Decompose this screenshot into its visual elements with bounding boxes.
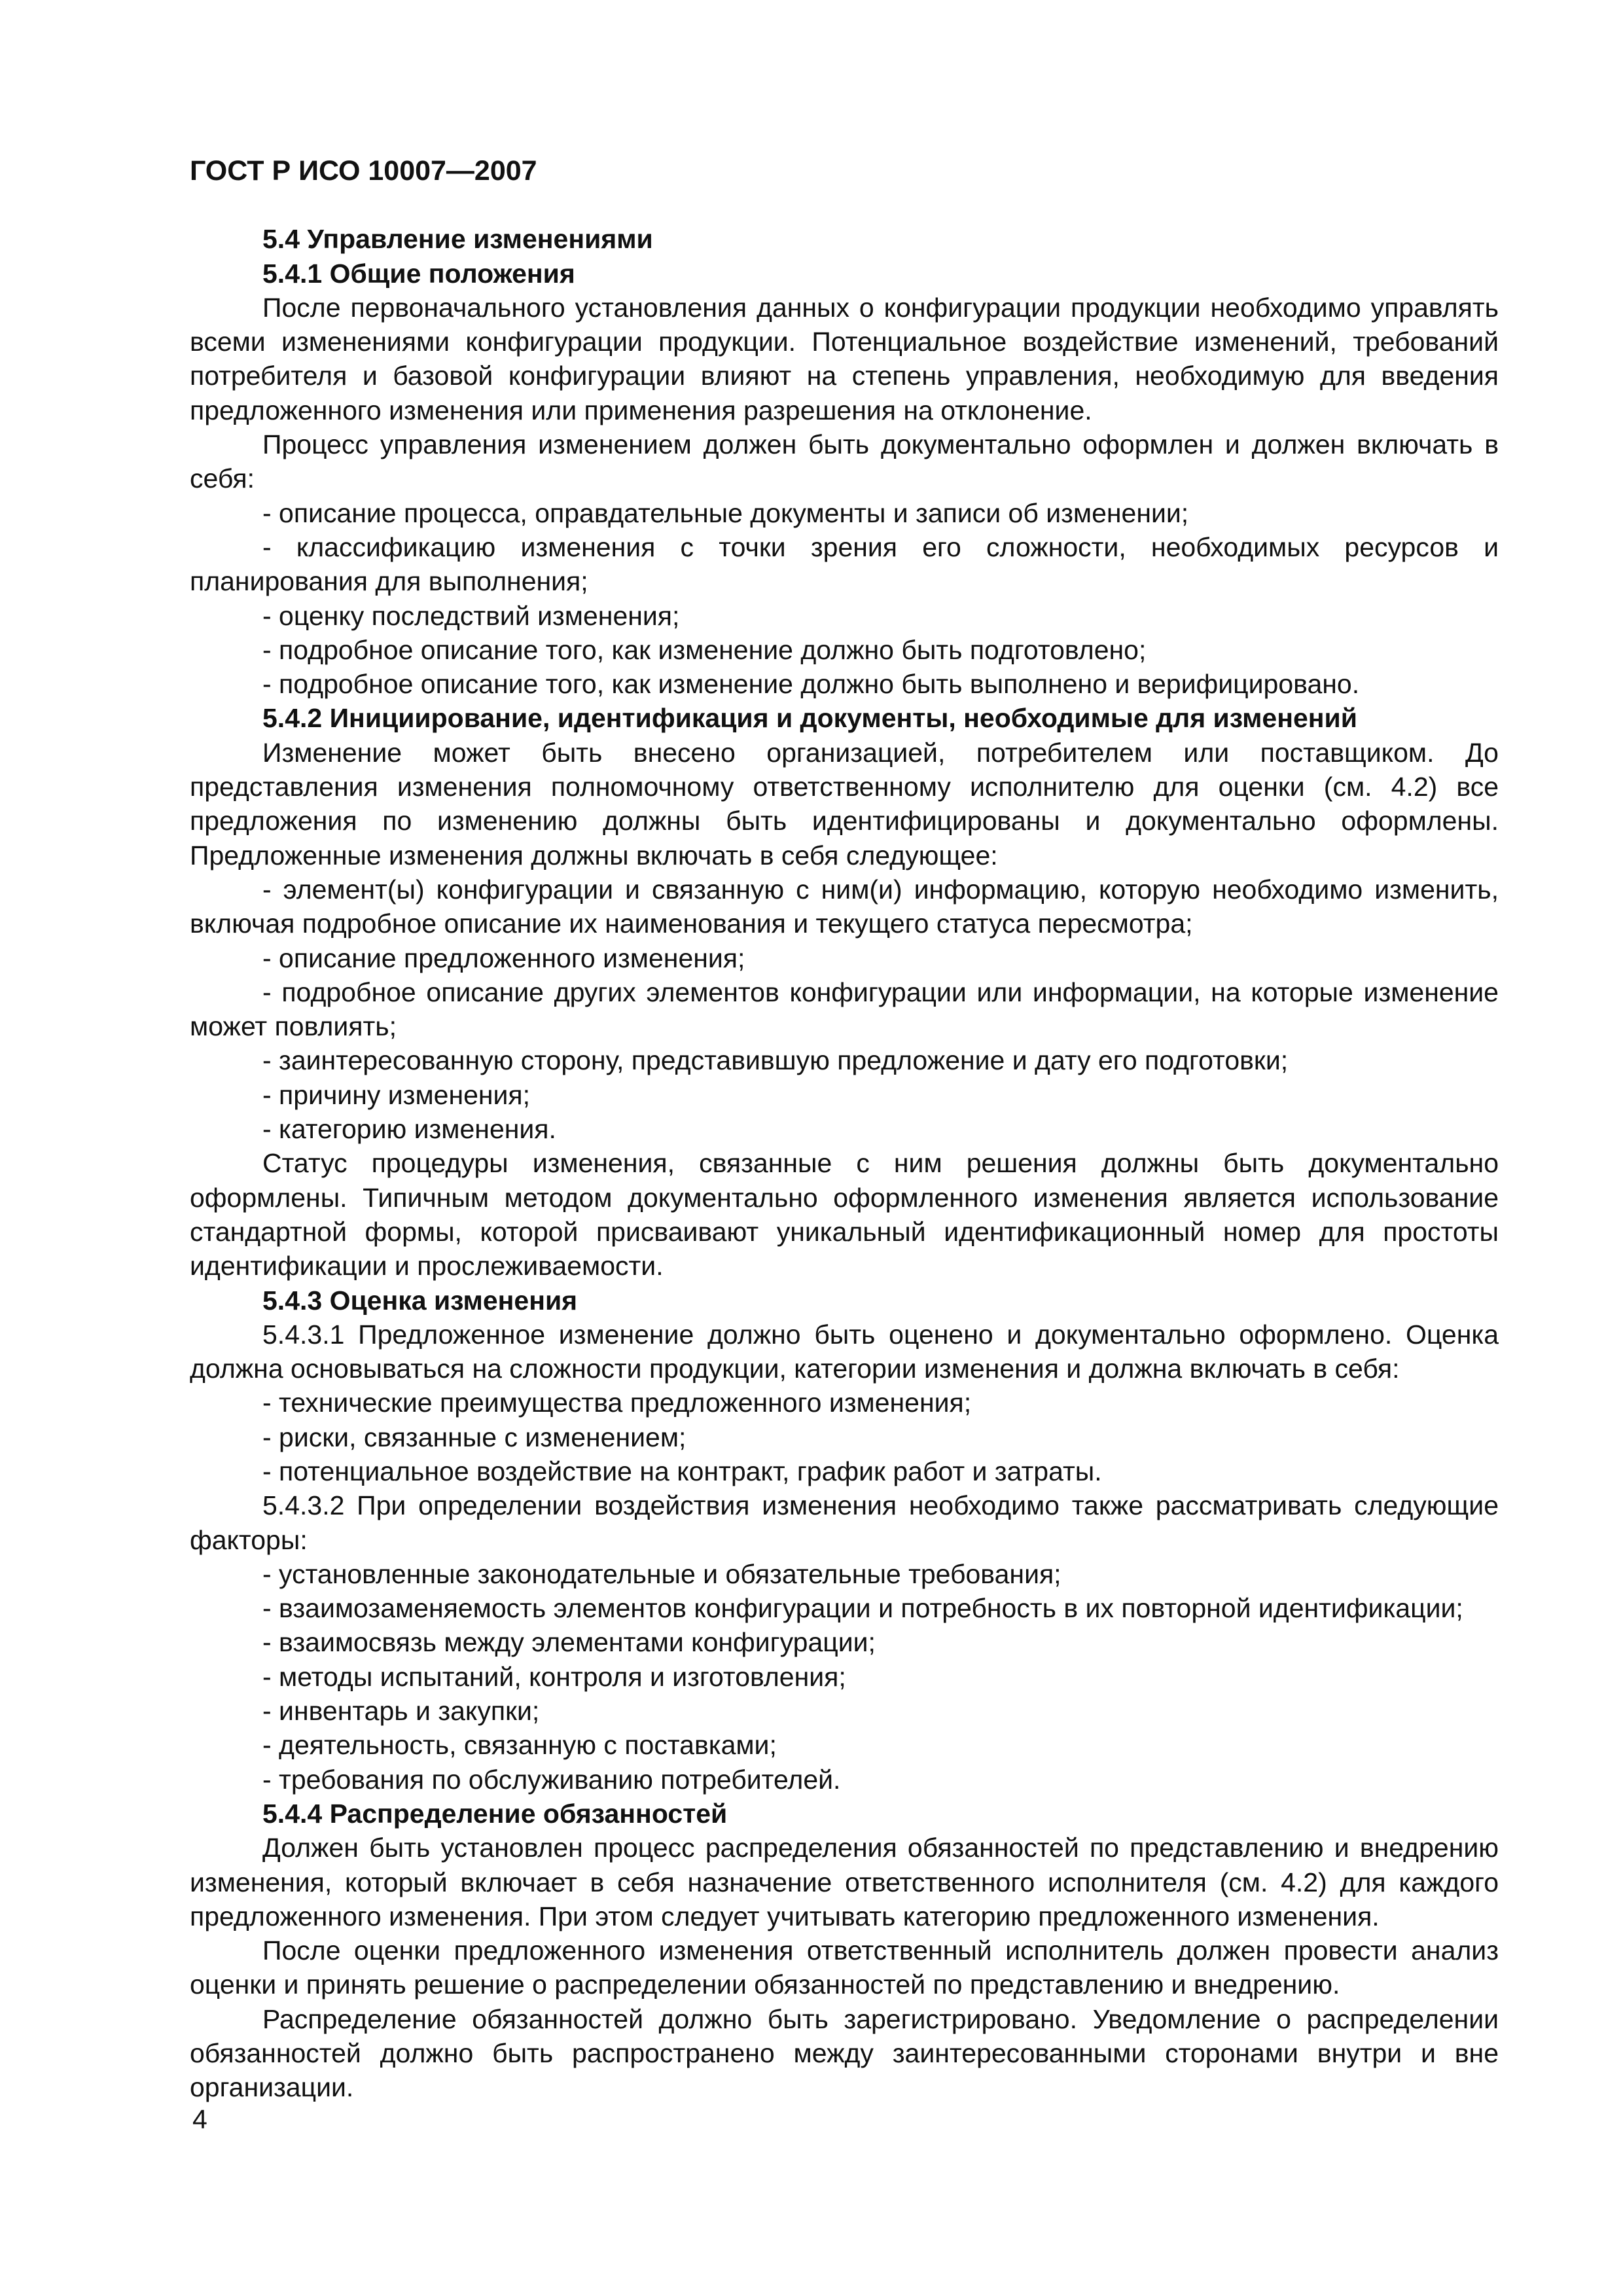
document-header: ГОСТ Р ИСО 10007—2007 — [190, 155, 537, 187]
paragraph: Статус процедуры изменения, связанные с ним решения должны быть документально оформлены. Типичным методом документально оформленного изменения является использование стандартной формы, которой присваивают уникальный идентификационный номер для простоты идентификации и прослеживаемости. — [190, 1148, 1499, 1282]
paragraph: После первоначального установления данных о конфигурации продукции необходимо управлять всеми изменениями конфигурации продукции. Потенциальное воздействие изменений, требований потребителя и базовой конфигурации влияют на степень управления, необходимую для введения предложенного изменения или применения разрешения на отклонение. — [190, 292, 1499, 425]
list-item: - классификацию изменения с точки зрения его сложности, необходимых ресурсов и планирования для выполнения; — [190, 531, 1499, 597]
subsection-title: 5.4.4 Распределение обязанностей — [262, 1798, 728, 1829]
list-item: - описание процесса, оправдательные документы и записи об изменении; — [262, 497, 1189, 528]
paragraph: Процесс управления изменением должен быть документально оформлен и должен включать в себя: — [190, 429, 1499, 494]
paragraph: Должен быть установлен процесс распределения обязанностей по представлению и внедрению изменения, который включает в себя назначение ответственного исполнителя (см. 4.2) для каждого предложенного изменения. При этом следует учитывать категорию предложенного изменения. — [190, 1833, 1499, 1931]
list-item: - взаимозаменяемость элементов конфигурации и потребность в их повторной идентификации; — [262, 1593, 1463, 1624]
list-item: - методы испытаний, контроля и изготовления; — [262, 1661, 846, 1692]
document-page — [190, 154, 1499, 2105]
paragraph: 5.4.3.1 Предложенное изменение должно быть оценено и документально оформлено. Оценка должна основываться на сложности продукции, категории изменения и должна включать в себя: — [190, 1319, 1499, 1384]
list-item: - заинтересованную сторону, представившую предложение и дату его подготовки; — [262, 1045, 1289, 1076]
list-item: - причину изменения; — [262, 1079, 531, 1110]
paragraph: Распределение обязанностей должно быть зарегистрировано. Уведомление о распределении обязанностей должно быть распространено между заинтересованными сторонами внутри и вне организации. — [190, 2003, 1499, 2103]
paragraph: После оценки предложенного изменения ответственный исполнитель должен провести анализ оценки и принять решение о распределении обязанностей по представлению и внедрению. — [190, 1935, 1499, 2000]
section-title: 5.4 Управление изменениями — [262, 224, 653, 255]
list-item: - технические преимущества предложенного изменения; — [262, 1388, 972, 1418]
page-number: 4 — [192, 2104, 207, 2134]
list-item: - требования по обслуживанию потребителей. — [262, 1764, 841, 1795]
list-item: - потенциальное воздействие на контракт, график работ и затраты. — [262, 1456, 1102, 1486]
list-item: - взаимосвязь между элементами конфигурации; — [262, 1627, 876, 1658]
list-item: - подробное описание того, как изменение должно быть подготовлено; — [262, 634, 1147, 665]
list-item: - подробное описание других элементов конфигурации или информации, на которые изменение может повлиять; — [190, 977, 1499, 1042]
list-item: - элемент(ы) конфигурации и связанную с ним(и) информацию, которую необходимо изменить, включая подробное описание их наименования и текущего статуса пересмотра; — [190, 874, 1499, 939]
list-item: - риски, связанные с изменением; — [262, 1422, 687, 1452]
list-item: - деятельность, связанную с поставками; — [262, 1730, 777, 1761]
subsection-title: 5.4.1 Общие положения — [262, 258, 575, 289]
list-item: - подробное описание того, как изменение должно быть выполнено и верифицировано. — [262, 669, 1360, 700]
paragraph: Изменение может быть внесено организацией, потребителем или поставщиком. До представления изменения полномочному ответственному исполнителю для оценки (см. 4.2) все предложения по изменению должны быть идентифицированы и документально оформлены. Предложенные изменения должны включать в себя следующее: — [190, 737, 1499, 870]
subsection-title: 5.4.3 Оценка изменения — [262, 1285, 578, 1316]
list-item: - оценку последствий изменения; — [262, 600, 680, 631]
list-item: - категорию изменения. — [262, 1114, 556, 1145]
subsection-title: 5.4.2 Инициирование, идентификация и документы, необходимые для изменений — [262, 703, 1357, 734]
list-item: - описание предложенного изменения; — [262, 942, 745, 973]
list-item: - установленные законодательные и обязательные требования; — [262, 1558, 1061, 1589]
paragraph: 5.4.3.2 При определении воздействия изменения необходимо также рассматривать следующие факторы: — [190, 1490, 1499, 1555]
list-item: - инвентарь и закупки; — [262, 1696, 540, 1727]
